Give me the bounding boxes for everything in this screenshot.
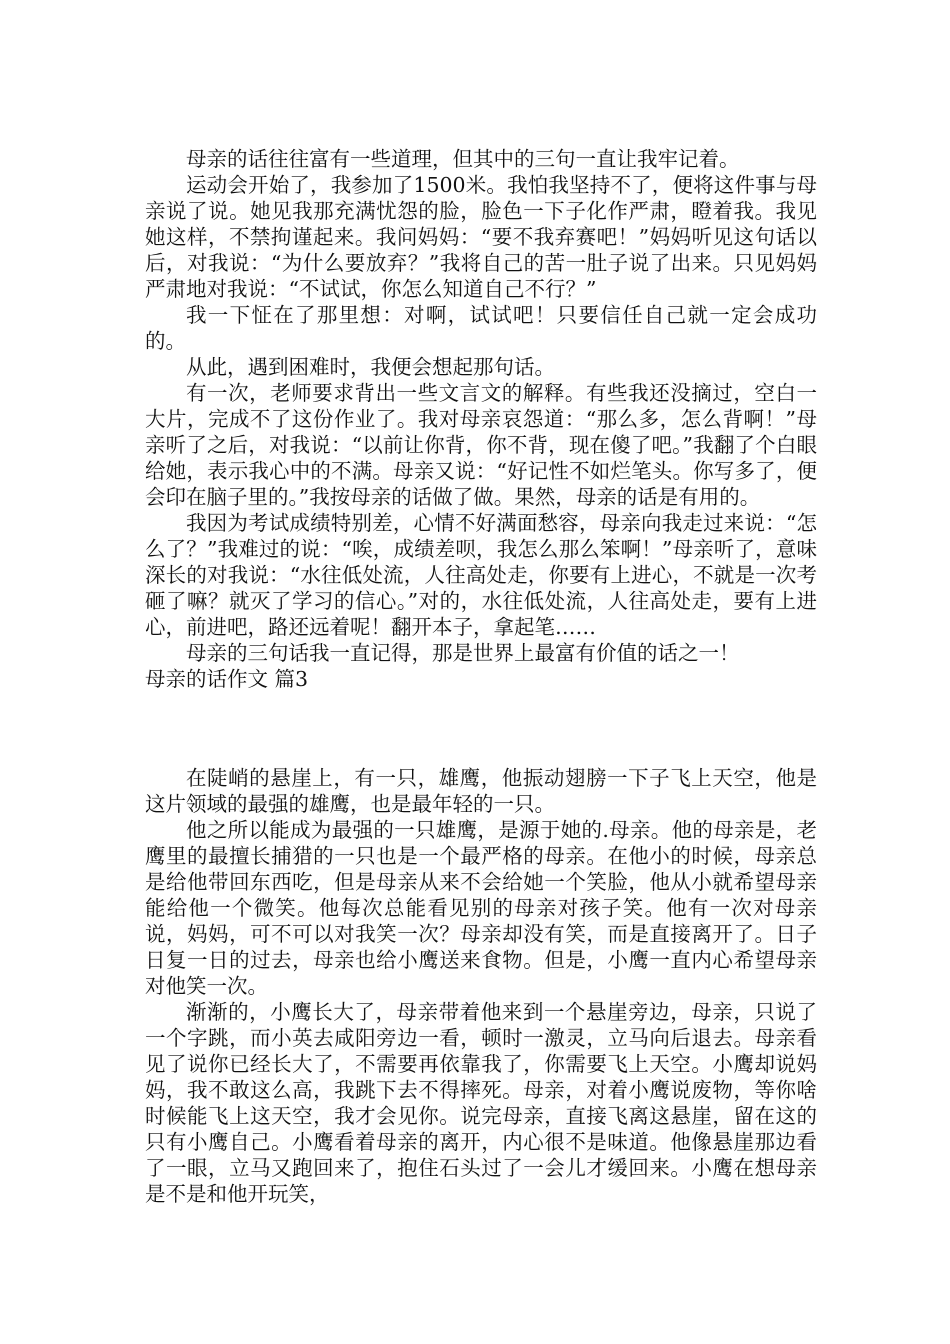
paragraph: 在陡峭的悬崖上，有一只，雄鹰，他振动翅膀一下子飞上天空，他是这片领域的最强的雄鹰，也是最年轻的一只。 [145, 766, 817, 816]
paragraph: 母亲的三句话我一直记得，那是世界上最富有价值的话之一！ [186, 641, 740, 665]
blank-space [145, 692, 817, 765]
paragraph: 母亲的话往往富有一些道理，但其中的三句一直让我牢记着。 [186, 147, 740, 171]
paragraph: 他之所以能成为最强的一只雄鹰，是源于她的.母亲。他的母亲是，老鹰里的最擅长捕猎的一只也是一个最严格的母亲。在他小的时候，母亲总是给他带回东西吃，但是母亲从来不会给她一个笑脸，他从小就希望母亲能给他一个微笑。他每次总能看见别的母亲对孩子笑。他有一次对母亲说，妈妈，可不可以对我笑一次？母亲却没有笑，而是直接离开了。日子日复一日的过去，母亲也给小鹰送来食物。但是，小鹰一直内心希望母亲对他笑一次。 [145, 818, 817, 998]
paragraph: 有一次，老师要求背出一些文言文的解释。有些我还没摘过，空白一大片，完成不了这份作业了。我对母亲哀怨道：“那么多，怎么背啊！”母亲听了之后，对我说：“以前让你背，你不背，现在傻了吧。”我翻了个白眼给她，表示我心中的不满。母亲又说：“好记性不如烂笔头。你写多了，便会印在脑子里的。”我按母亲的话做了做。果然，母亲的话是有用的。 [145, 381, 817, 509]
paragraph: 我因为考试成绩特别差，心情不好满面愁容，母亲向我走过来说：“怎么了？”我难过的说：“唉，成绩差呗，我怎么那么笨啊！”母亲听了，意味深长的对我说：“水往低处流，人往高处走，你要有上进心，不就是一次考砸了嘛？就灭了学习的信心。”对的，水往低处流，人往高处走，要有上进心，前进吧，路还远着呢！翻开本子，拿起笔…… [145, 511, 817, 639]
document-page [145, 146, 817, 1207]
paragraph: 运动会开始了，我参加了1500米。我怕我坚持不了，便将这件事与母亲说了说。她见我那充满忧怨的脸，脸色一下子化作严肃，瞪着我。我见她这样，不禁拘谨起来。我问妈妈：“要不我弃赛吧！”妈妈听见这句话以后，对我说：“为什么要放弃？”我将自己的苦一肚子说了出来。只见妈妈严肃地对我说：“不试试，你怎么知道自己不行？” [145, 173, 817, 301]
paragraph: 渐渐的，小鹰长大了，母亲带着他来到一个悬崖旁边，母亲，只说了一个字跳，而小英去咸阳旁边一看，顿时一激灵，立马向后退去。母亲看见了说你已经长大了，不需要再依靠我了，你需要飞上天空。小鹰却说妈妈，我不敢这么高，我跳下去不得摔死。母亲，对着小鹰说废物，等你啥时候能飞上这天空，我才会见你。说完母亲，直接飞离这悬崖，留在这的只有小鹰自己。小鹰看着母亲的离开，内心很不是味道。他像悬崖那边看了一眼，立马又跑回来了，抱住石头过了一会儿才缓回来。小鹰在想母亲是不是和他开玩笑， [145, 1000, 817, 1206]
paragraph: 我一下怔在了那里想：对啊，试试吧！只要信任自己就一定会成功的。 [145, 303, 817, 353]
section-heading: 母亲的话作文 篇3 [145, 667, 309, 691]
paragraph: 从此，遇到困难时，我便会想起那句话。 [186, 355, 555, 379]
